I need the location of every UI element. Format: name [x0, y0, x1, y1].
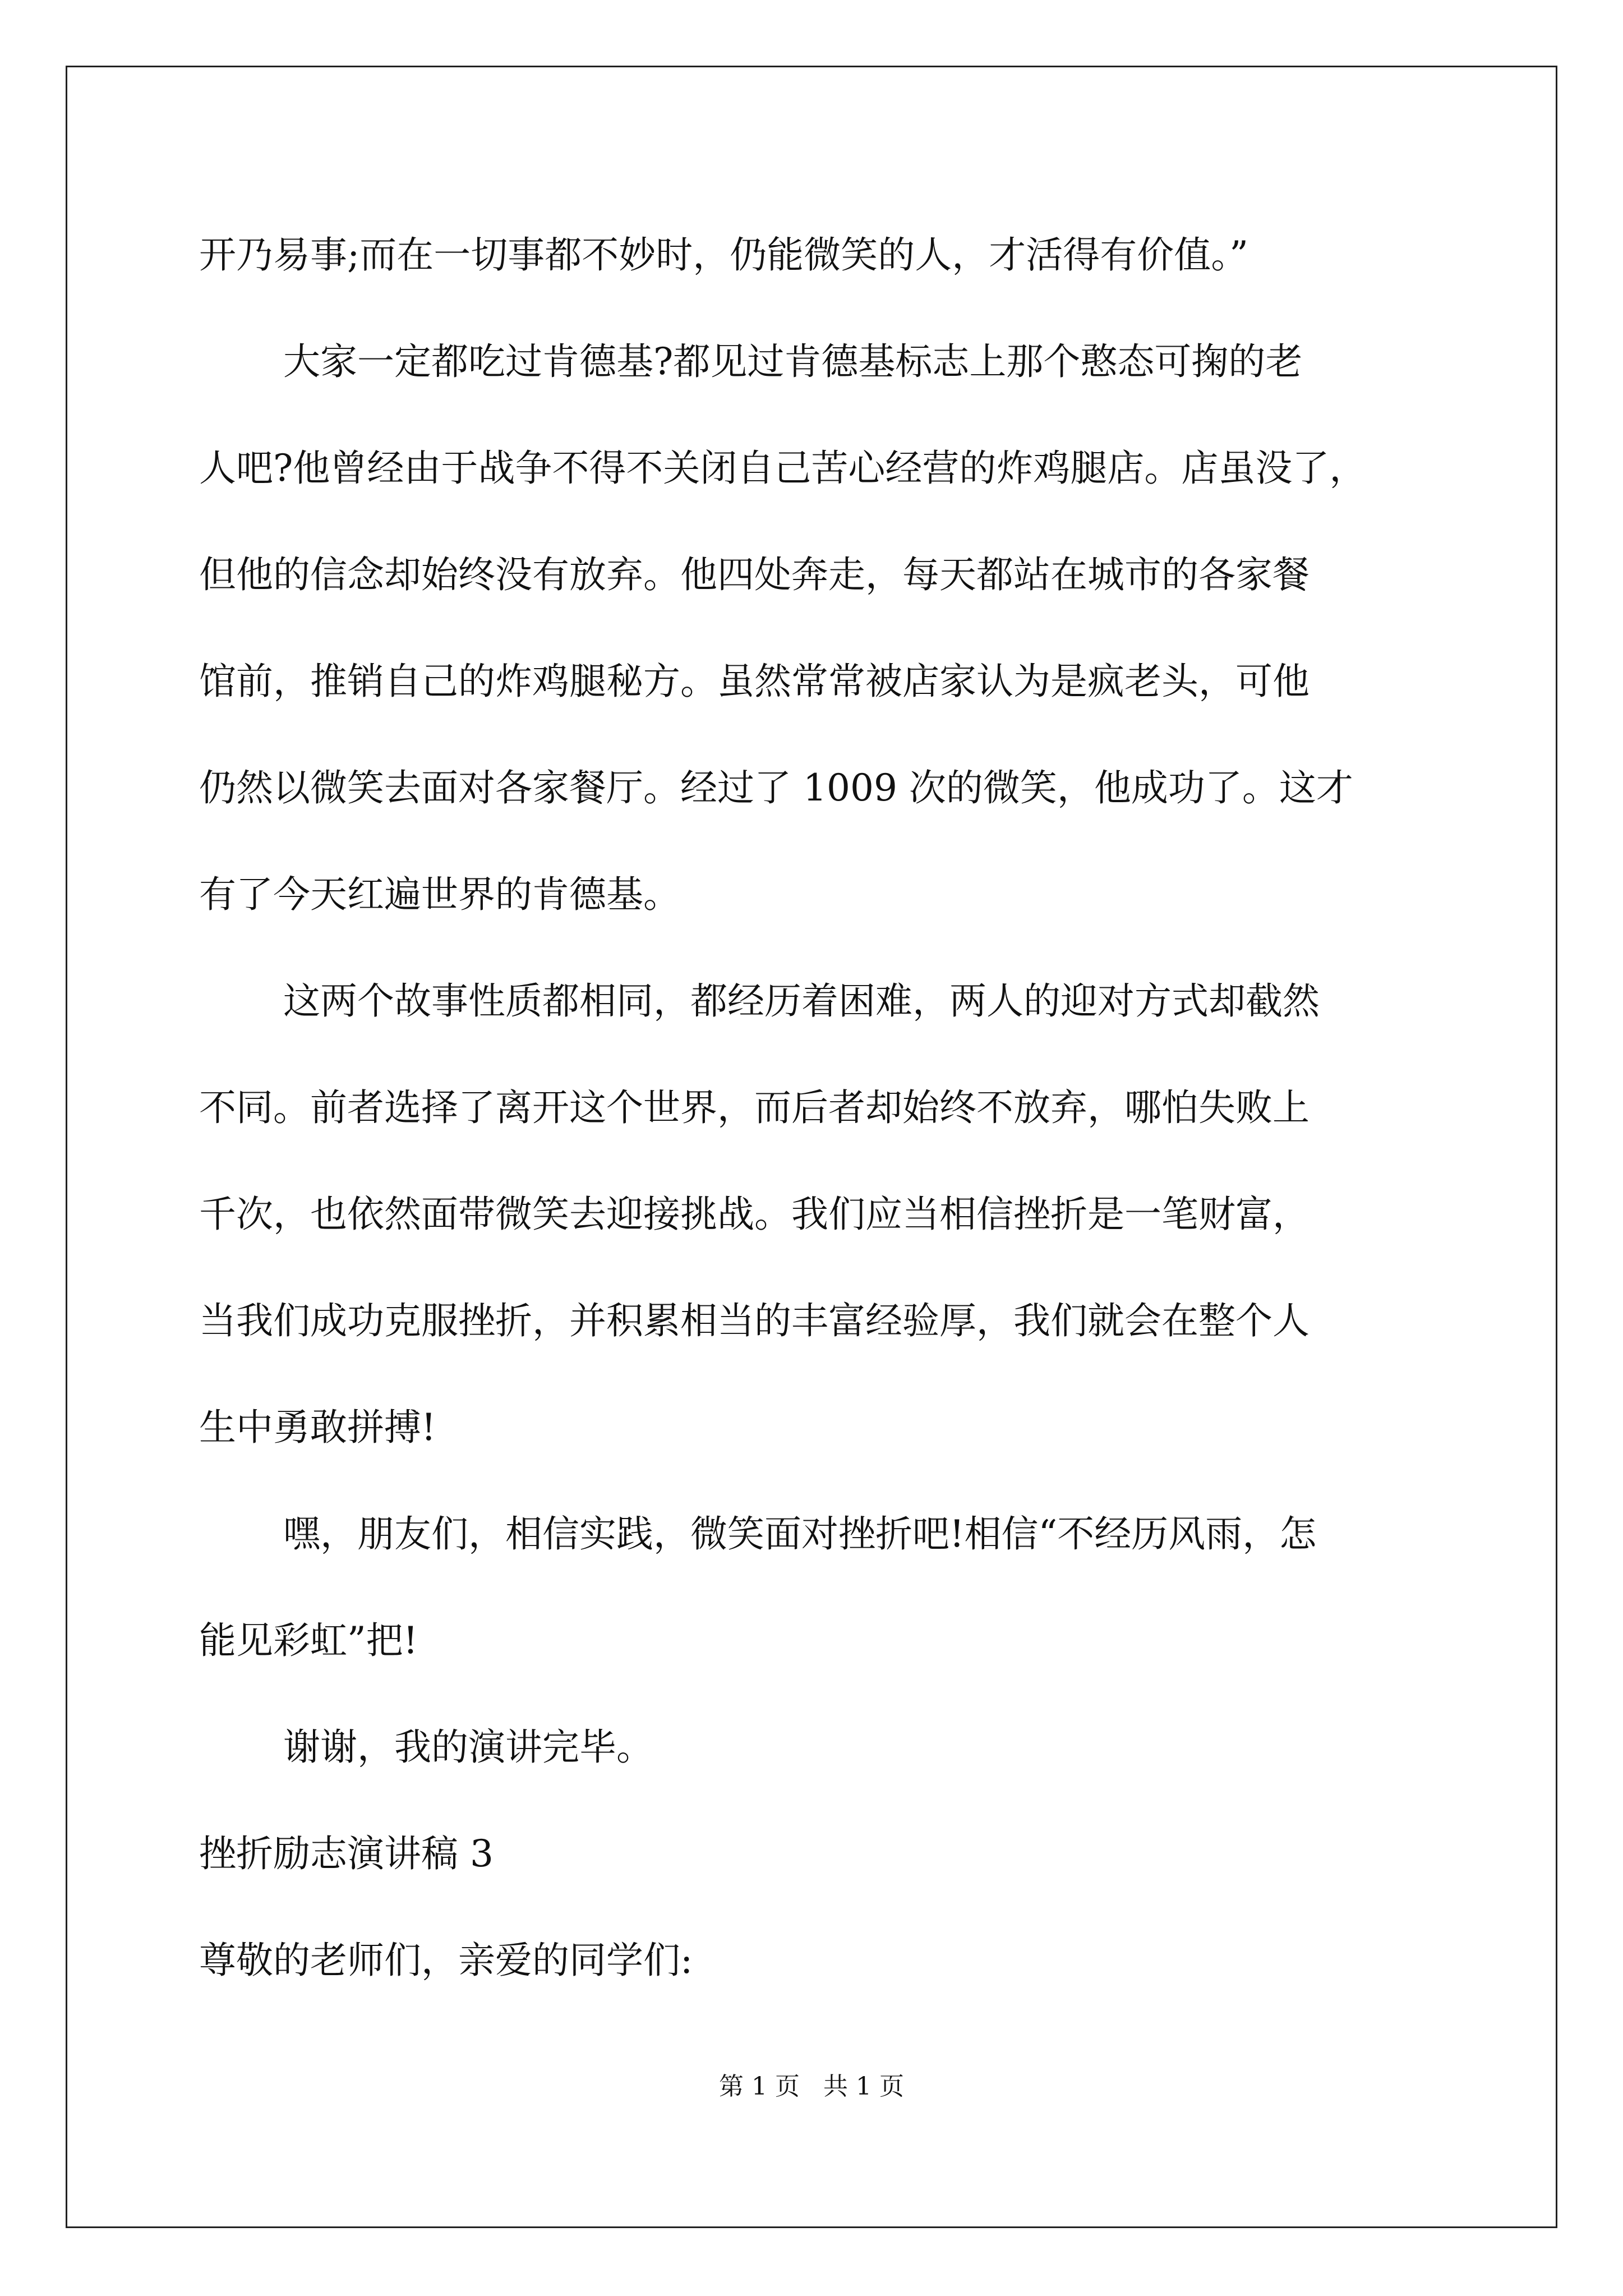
- text-line: 馆前，推销自己的炸鸡腿秘方。虽然常常被店家认为是疯老头，可他: [199, 660, 1310, 703]
- text-line: 人吧?他曾经由于战争不得不关闭自己苦心经营的炸鸡腿店。店虽没了，: [199, 447, 1367, 490]
- text-line: 有了今天红遍世界的肯德基。: [199, 873, 680, 916]
- document-body: [199, 213, 1433, 2025]
- paragraph-start-line: 嘿，朋友们，相信实践，微笑面对挫折吧!相信“不经历风雨，怎: [283, 1512, 1317, 1556]
- text-line: 仍然以微笑去面对各家餐厅。经过了 1009 次的微笑，他成功了。这才: [199, 766, 1353, 809]
- text-line: 当我们成功克服挫折，并积累相当的丰富经验厚，我们就会在整个人: [199, 1299, 1310, 1342]
- page-footer: 第 1 页 共 1 页: [719, 2072, 904, 2101]
- text-line: 生中勇敢拼搏!: [199, 1406, 436, 1449]
- text-line: 不同。前者选择了离开这个世界，而后者却始终不放弃，哪怕失败上: [199, 1086, 1310, 1129]
- closing-line: 谢谢，我的演讲完毕。: [283, 1726, 653, 1769]
- text-line: 开乃易事;而在一切事都不妙时，仍能微笑的人，才活得有价值。”: [199, 233, 1248, 277]
- paragraph-start-line: 这两个故事性质都相同，都经历着困难，两人的迎对方式却截然: [283, 979, 1320, 1023]
- paragraph-start-line: 大家一定都吃过肯德基?都见过肯德基标志上那个憨态可掬的老: [283, 340, 1303, 383]
- text-line: 能见彩虹”把!: [199, 1619, 418, 1662]
- section-heading: 挫折励志演讲稿 3: [199, 1832, 494, 1875]
- text-line: 千次，也依然面带微笑去迎接挑战。我们应当相信挫折是一笔财富，: [199, 1193, 1310, 1236]
- text-line: 但他的信念却始终没有放弃。他四处奔走，每天都站在城市的各家餐: [199, 553, 1310, 596]
- salutation-line: 尊敬的老师们，亲爱的同学们:: [199, 1939, 693, 1982]
